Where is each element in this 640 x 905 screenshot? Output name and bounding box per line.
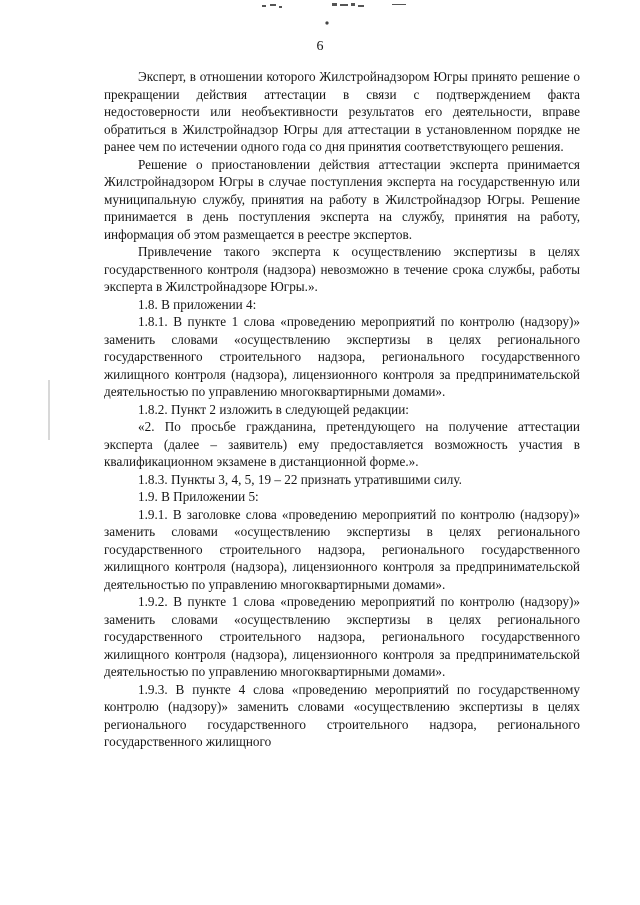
page-number: 6 bbox=[316, 39, 324, 54]
paragraph-1-9-1: 1.9.1. В заголовке слова «проведению мероприятий по контролю (надзору)» заменить словами «осуществлению экспертизы в целях регионального государственного строительного надзора, регионального государственного жилищного контроля (надзора), лицензионного контроля за предпринимательской деятельностью по управлению многоквартирными домами». bbox=[104, 506, 580, 592]
paragraph-involvement-restriction: Привлечение такого эксперта к осуществлению экспертизы в целях государственного контроля (надзора) невозможно в течение срока службы, работы эксперта в Жилстройнадзоре Югры.». bbox=[104, 244, 580, 294]
margin-mark bbox=[48, 380, 50, 440]
paragraph-1-8-1: 1.8.1. В пункте 1 слова «проведению мероприятий по контролю (надзору)» заменить словами «осуществлению экспертизы в целях регионального государственного строительного надзора, регионального государственного жилищного контроля (надзора), лицензионного контроля за предпринимательской деятельностью по управлению многоквартирными домами». bbox=[104, 314, 580, 399]
paragraph-1-9-3: 1.9.3. В пункте 4 слова «проведению мероприятий по государственному контролю (надзору)» заменить словами «осуществлению экспертизы в целях регионального государственного строительного надзора, регионального государственного жилищного bbox=[104, 681, 580, 749]
scan-dot-mark bbox=[324, 20, 330, 26]
paragraph-expert-termination: Эксперт, в отношении которого Жилстройнадзором Югры принято решение о прекращении действия аттестации в связи с подтверждением факта недостоверности или необъективности результатов его деятельности, вправе обратиться в Жилстройнадзор Югры для аттестации в установленном порядке не ранее чем по истечении одного года со дня принятия соответствующего решения. bbox=[104, 69, 580, 154]
paragraph-1-9-2: 1.9.2. В пункте 1 слова «проведению мероприятий по контролю (надзору)» заменить словами «осуществлению экспертизы в целях регионального государственного строительного надзора, регионального государственного жилищного контроля (надзора), лицензионного контроля за предпринимательской деятельностью по управлению многоквартирными домами». bbox=[104, 594, 580, 679]
paragraph-1-9: 1.9. В Приложении 5: bbox=[138, 489, 259, 504]
scan-artifact-mark bbox=[262, 0, 407, 10]
document-body bbox=[104, 68, 580, 751]
paragraph-1-8: 1.8. В приложении 4: bbox=[138, 296, 257, 312]
paragraph-1-8-3: 1.8.3. Пункты 3, 4, 5, 19 – 22 признать утратившими силу. bbox=[138, 471, 462, 487]
paragraph-1-8-2-text: «2. По просьбе гражданина, претендующего на получение аттестации эксперта (далее – заявитель) ему предоставляется возможность участия в квалификационном экзамене в дистанционной форме.». bbox=[104, 419, 580, 469]
paragraph-1-8-2: 1.8.2. Пункт 2 изложить в следующей редакции: bbox=[138, 401, 409, 417]
paragraph-suspension-decision: Решение о приостановлении действия аттестации эксперта принимается Жилстройнадзором Югры в случае поступления эксперта на государственную или муниципальную службу, принятия на работу в Жилстройнадзор Югры. Решение принимается в день поступления эксперта на службу, принятия на работу, информация об этом размещается в реестре экспертов. bbox=[104, 156, 580, 242]
